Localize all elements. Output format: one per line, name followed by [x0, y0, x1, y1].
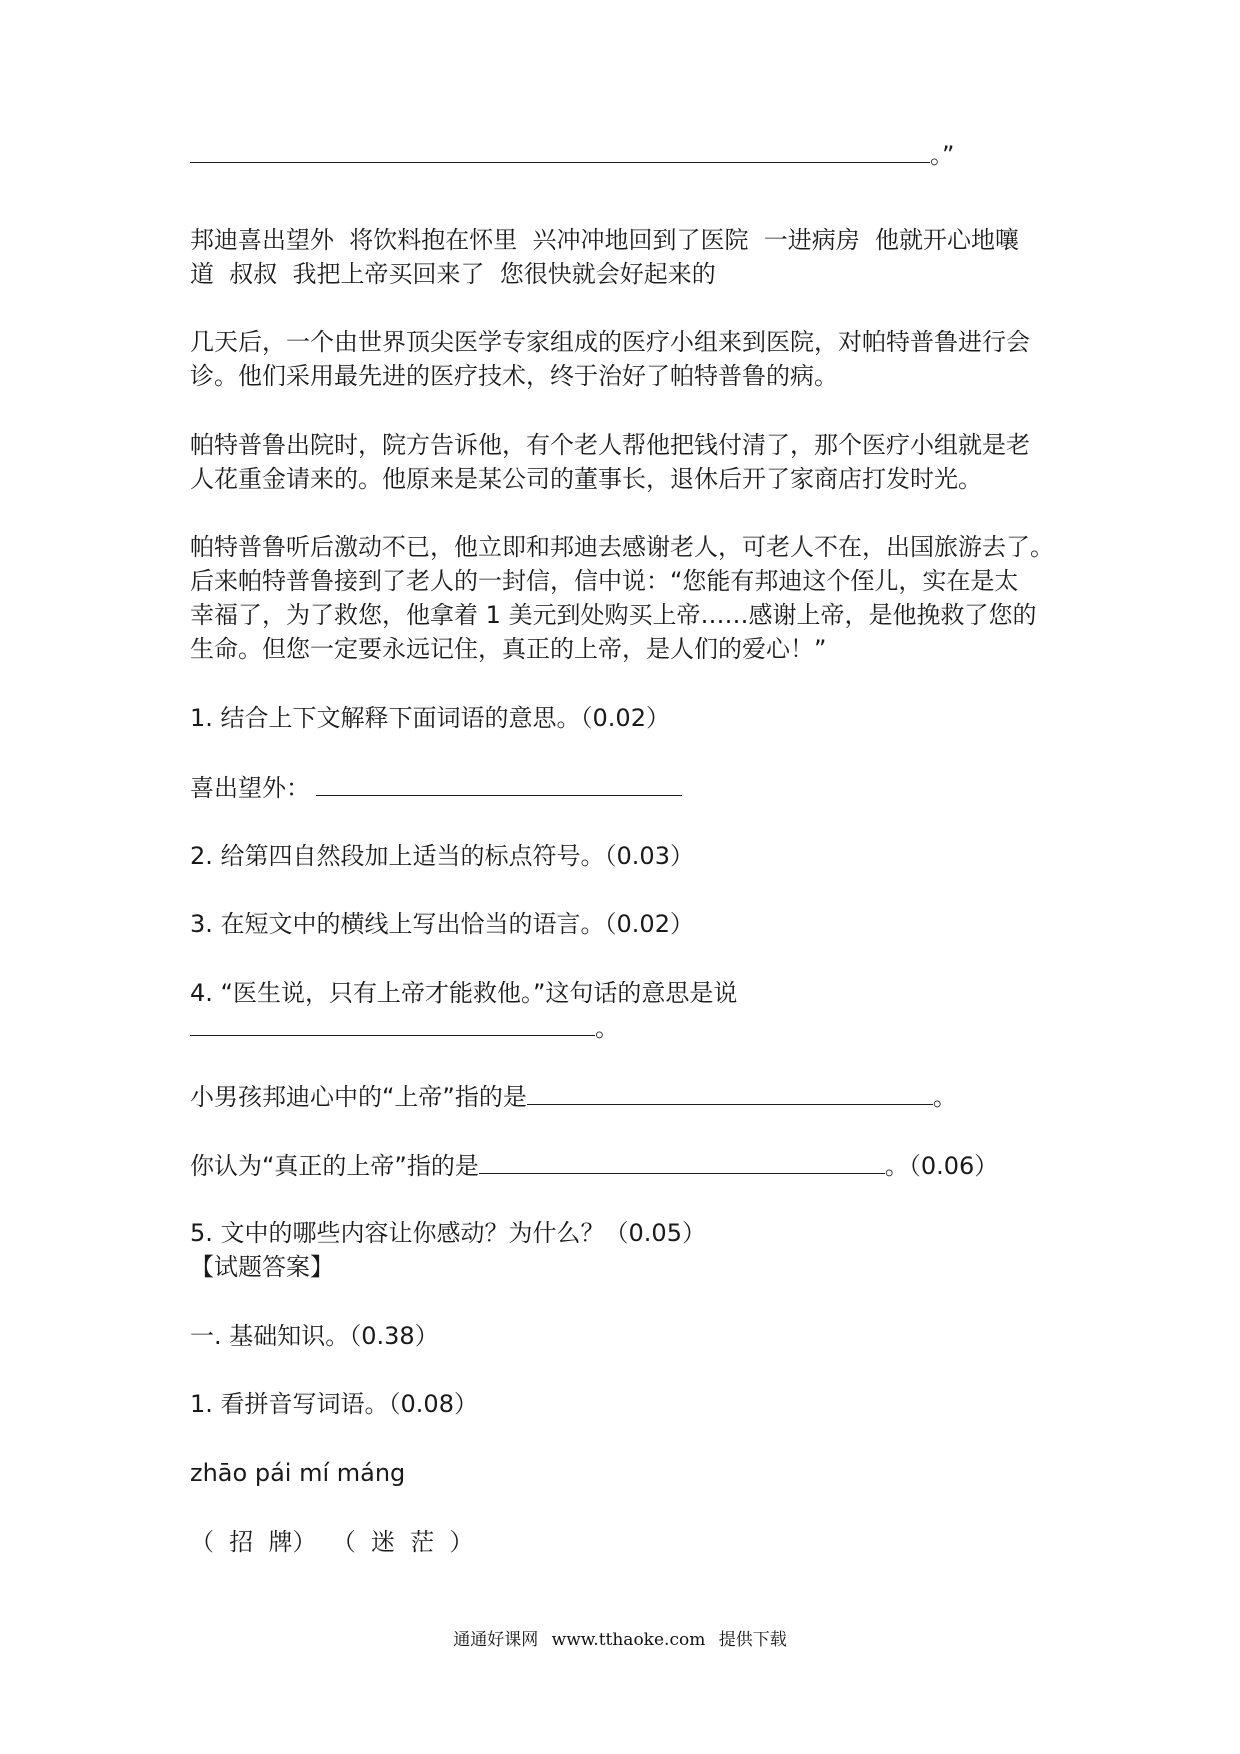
paragraph-7-line-4: 生命。但您一定要永远记住，真正的上帝，是人们的爱心！” — [190, 635, 827, 663]
question-2: 2. 给第四自然段加上适当的标点符号。（0.03） — [190, 842, 694, 870]
answers-pinyin: zhāo pái mí máng — [190, 1459, 406, 1487]
answers-section-1: 一. 基础知识。（0.38） — [190, 1322, 439, 1350]
blank — [190, 1011, 595, 1036]
question-4-part-b-prefix: 小男孩邦迪心中的“上帝”指的是 — [190, 1083, 527, 1111]
blank-tail: 。（0.06） — [884, 1152, 999, 1180]
blank — [527, 1080, 933, 1105]
paragraph-4-line-1: 邦迪喜出望外 将饮料抱在怀里 兴冲冲地回到了医院 一进病房 他就开心地嚷 — [190, 226, 1020, 254]
question-4-part-b — [190, 1080, 957, 1113]
paragraph-7-line-3: 幸福了，为了救您，他拿着 1 美元到处购买上帝……感谢上帝，是他挽救了您的 — [190, 601, 1037, 629]
answers-header: 【试题答案】 — [190, 1253, 334, 1281]
paragraph-4-line-2: 道 叔叔 我把上帝买回来了 您很快就会好起来的 — [190, 260, 716, 288]
question-4-part-c-prefix: 你认为“真正的上帝”指的是 — [190, 1152, 479, 1180]
page-footer — [0, 1625, 1240, 1650]
question-4-blank-line — [190, 1011, 619, 1044]
question-4-part-c — [190, 1149, 998, 1182]
blank — [190, 138, 930, 163]
blank-tail: 。” — [930, 141, 955, 169]
blank-tail: 。 — [595, 1014, 619, 1042]
footer-url[interactable]: www.tthaoke.com — [551, 1630, 706, 1650]
blank — [479, 1149, 885, 1174]
footer-note: 提供下载 — [718, 1630, 787, 1650]
paragraph-5-line-2: 诊。他们采用最先进的医疗技术，终于治好了帕特普鲁的病。 — [190, 362, 838, 390]
answers-item-1: 1. 看拼音写词语。（0.08） — [190, 1390, 478, 1418]
question-5: 5. 文中的哪些内容让你感动？为什么？（0.05） — [190, 1219, 706, 1247]
paragraph-7-line-1: 帕特普鲁听后激动不已，他立即和邦迪去感谢老人，可老人不在，出国旅游去了。 — [190, 533, 1054, 561]
question-1-word: 喜出望外： — [190, 774, 310, 802]
question-1: 1. 结合上下文解释下面词语的意思。（0.02） — [190, 704, 670, 732]
footer-site-name: 通通好课网 — [453, 1630, 539, 1650]
answers-words: （ 招 牌） （ 迷 茫 ） — [190, 1528, 474, 1556]
blank — [316, 771, 682, 796]
paragraph-6-line-2: 人花重金请来的。他原来是某公司的董事长，退休后开了家商店打发时光。 — [190, 465, 982, 493]
paragraph-7-line-2: 后来帕特普鲁接到了老人的一封信，信中说：“您能有邦迪这个侄儿，实在是太 — [190, 567, 1019, 595]
paragraph-5-line-1: 几天后，一个由世界顶尖医学专家组成的医疗小组来到医院，对帕特普鲁进行会 — [190, 328, 1030, 356]
paragraph-6-line-1: 帕特普鲁出院时，院方告诉他，有个老人帮他把钱付清了，那个医疗小组就是老 — [190, 431, 1030, 459]
question-4: 4. “医生说，只有上帝才能救他。”这句话的意思是说 — [190, 979, 738, 1007]
blank-tail: 。 — [932, 1083, 957, 1111]
question-1-answer — [190, 771, 682, 804]
question-3: 3. 在短文中的横线上写出恰当的语言。（0.02） — [190, 910, 694, 938]
answer-blank-line — [190, 138, 954, 171]
